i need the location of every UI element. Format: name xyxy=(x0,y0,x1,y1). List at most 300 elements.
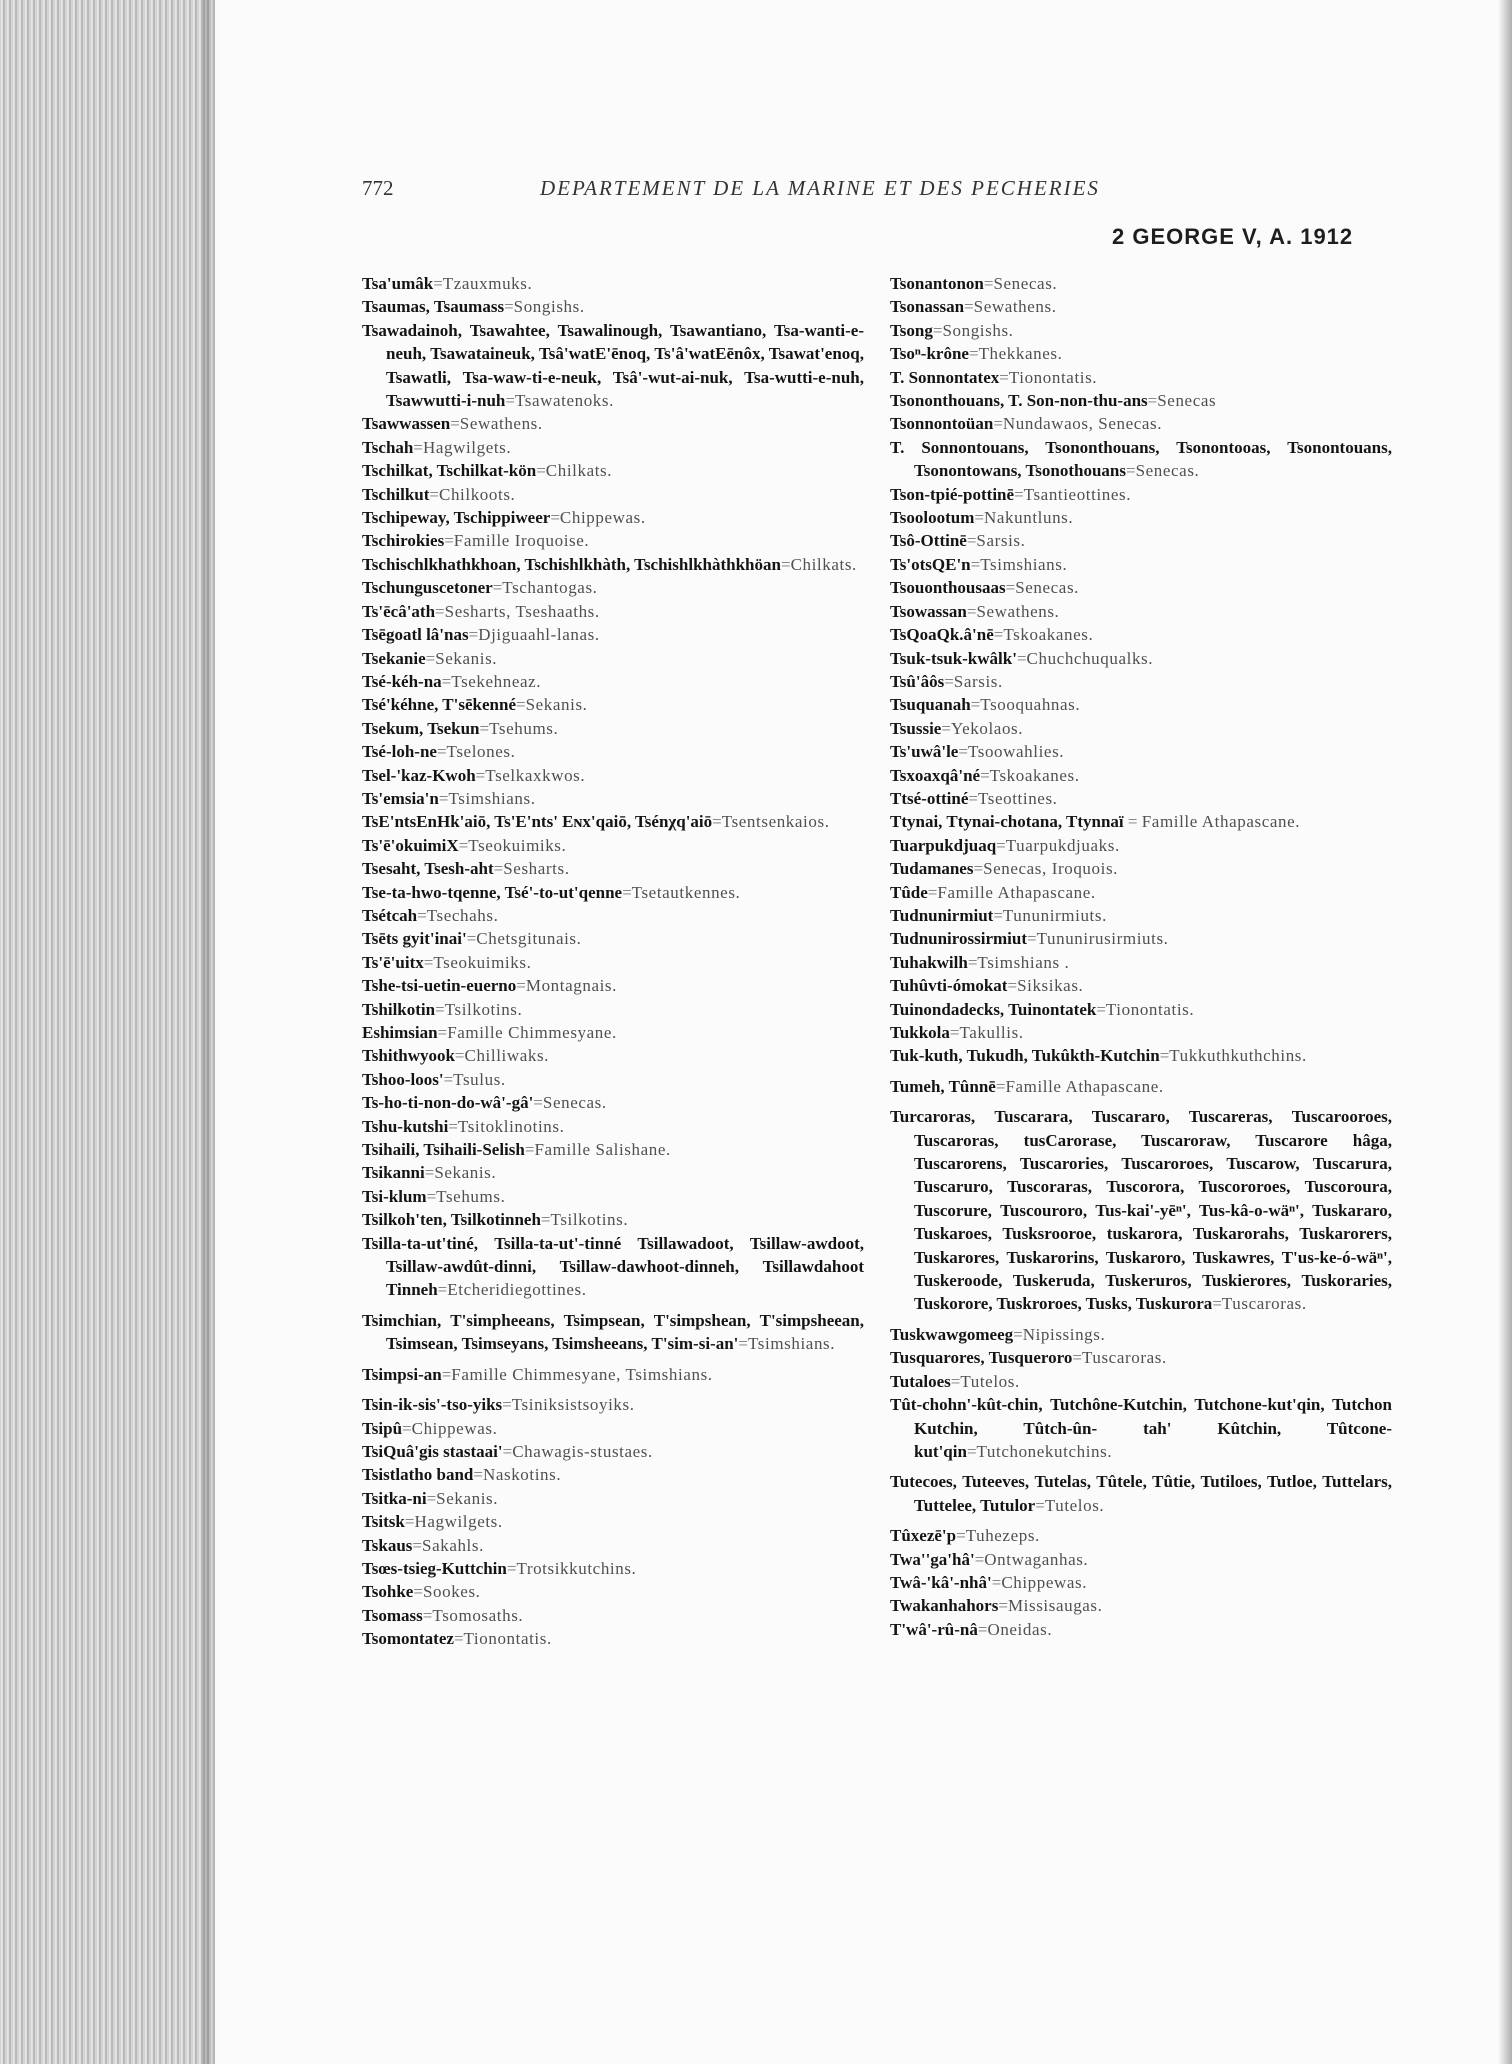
entry-target: Chippewas. xyxy=(1001,1572,1088,1592)
index-entry xyxy=(362,1487,864,1510)
entry-target: Ontwaganhas. xyxy=(984,1549,1089,1569)
entry-term: Tshu-kutshi xyxy=(362,1116,449,1136)
entry-target: Famille Athapascane. xyxy=(937,882,1096,902)
index-entry xyxy=(362,764,864,787)
entry-target: Sarsis. xyxy=(953,671,1003,691)
equals-sign: = xyxy=(413,437,423,457)
entry-target: Tuarpukdjuaks. xyxy=(1005,835,1120,855)
entry-term: Tsétcah xyxy=(362,905,418,925)
entry-term: Twâ-'kâ'-nhâ' xyxy=(890,1572,992,1592)
entry-term: Tsussie xyxy=(890,718,942,738)
entry-target: Sesharts. xyxy=(503,859,570,879)
equals-sign: = xyxy=(433,274,443,293)
equals-sign: = xyxy=(506,1558,517,1578)
entry-target: Tutchonekutchins. xyxy=(976,1441,1113,1461)
equals-sign: = xyxy=(504,297,514,317)
entry-target: Senecas. xyxy=(993,274,1058,293)
equals-sign: = xyxy=(450,414,460,434)
entry-target: Sakahls. xyxy=(422,1535,484,1555)
equals-sign: = xyxy=(453,1629,464,1649)
entry-target: Tsomosaths. xyxy=(432,1605,524,1625)
entry-target: Tsantieottines. xyxy=(1023,484,1132,504)
equals-sign: = xyxy=(441,1364,452,1384)
equals-sign: = xyxy=(1147,391,1158,411)
entry-term: Tschischlkhathkhoan, Tschishlkhàth, Tschishlkhàthkhöan xyxy=(362,554,781,574)
equals-sign: = xyxy=(958,742,968,762)
index-entry xyxy=(890,998,1392,1021)
equals-sign: = xyxy=(949,1023,960,1042)
equals-sign: = xyxy=(533,1093,543,1113)
index-entry xyxy=(890,974,1392,997)
equals-sign: = xyxy=(505,391,515,411)
index-entry xyxy=(362,600,864,623)
entry-target: Chuchchuqualks. xyxy=(1026,648,1154,668)
entry-term: Tsilla-ta-ut'tiné, Tsilla-ta-ut'-tinné Tsillawadoot, Tsillaw-awdoot, Tsillaw-awdût-dinni, Tsillaw-dawhoot-dinneh, Tsillawdahoot Tinneh xyxy=(362,1233,864,1300)
entry-target: Nipissings. xyxy=(1022,1324,1106,1344)
entry-target: Tionontatis. xyxy=(463,1629,552,1649)
entry-target: Takullis. xyxy=(959,1023,1024,1042)
index-entry xyxy=(890,1370,1392,1393)
entry-target: Missisaugas. xyxy=(1007,1596,1103,1616)
entry-term: TsiQuâ'gis stastaai' xyxy=(362,1441,503,1461)
entry-term: Twa''ga'hâ' xyxy=(890,1549,975,1569)
equals-sign: = xyxy=(516,976,526,996)
entry-term: Ts'otsQE'n xyxy=(890,554,971,574)
index-entry xyxy=(890,366,1392,389)
entry-target: Nakuntluns. xyxy=(984,508,1074,528)
equals-sign: = xyxy=(1013,1324,1023,1344)
equals-sign: = xyxy=(444,531,454,551)
entry-term: Tsistlatho band xyxy=(362,1465,474,1485)
index-entry xyxy=(890,1393,1392,1463)
equals-sign: = xyxy=(944,671,954,691)
index-entry xyxy=(362,506,864,529)
index-entry xyxy=(362,483,864,506)
entry-target: Djiguaahl-lanas. xyxy=(478,625,600,645)
equals-sign: = xyxy=(780,554,791,574)
entry-target: Famille Athapascane. xyxy=(1141,812,1301,832)
entry-target: Sekanis. xyxy=(525,695,588,715)
equals-sign: = xyxy=(412,1535,423,1555)
entry-target: Tsoowahlies. xyxy=(967,742,1065,762)
entry-term: Tsonassan xyxy=(890,297,965,317)
entry-term: Ts'ēcâ'ath xyxy=(362,601,436,621)
equals-sign: = xyxy=(967,952,978,972)
entry-term: Tsoolootum xyxy=(890,508,975,528)
equals-sign: = xyxy=(1212,1294,1222,1314)
index-entry xyxy=(890,506,1392,529)
entry-term: Tsēgoatl lâ'nas xyxy=(362,625,469,645)
year-tag: 2 GEORGE V, A. 1912 xyxy=(1112,224,1354,249)
index-entry xyxy=(890,600,1392,623)
entry-target: Tseokuimiks. xyxy=(433,952,532,972)
equals-sign: = xyxy=(973,859,984,879)
equals-sign: = xyxy=(1072,1348,1082,1368)
entry-term: Tschilkut xyxy=(362,484,430,504)
entry-term: Tutecoes, Tuteeves, Tutelas, Tûtele, Tûtie, Tutiloes, Tutloe, Tuttelars, Tuttelee, Tutulor xyxy=(890,1472,1392,1515)
equals-sign: = xyxy=(437,1023,448,1042)
entry-target: Chippewas. xyxy=(559,508,646,528)
entry-target: Chawagis-stustaes. xyxy=(512,1441,653,1461)
entry-term: TsQoaQk.â'nē xyxy=(890,625,994,645)
equals-sign: = xyxy=(502,1395,512,1415)
equals-sign: = xyxy=(404,1512,415,1532)
equals-sign: = xyxy=(437,1280,448,1300)
index-entry xyxy=(362,1091,864,1114)
entry-target: Chilkats. xyxy=(545,461,613,481)
entry-term: Tudnunirmiut xyxy=(890,905,994,925)
equals-sign: = xyxy=(991,1572,1002,1592)
index-entry xyxy=(890,764,1392,787)
equals-sign: = xyxy=(436,742,447,762)
entry-target: Tselones. xyxy=(446,742,516,762)
index-entry xyxy=(362,810,864,833)
entry-term: Tudamanes xyxy=(890,859,974,879)
entry-target: Tsekehneaz. xyxy=(451,671,542,691)
entry-term: Tsawwassen xyxy=(362,414,451,434)
entry-target: Senecas xyxy=(1157,391,1217,411)
equals-sign: = xyxy=(712,812,722,832)
equals-sign: = xyxy=(1123,812,1142,832)
entry-target: Sewathens. xyxy=(973,297,1057,317)
entry-target: Sesharts, Tseshaaths. xyxy=(444,601,600,621)
entry-target: Sekanis. xyxy=(435,648,498,668)
entry-target: Tschantogas. xyxy=(502,578,598,598)
equals-sign: = xyxy=(941,718,951,738)
index-entry xyxy=(362,951,864,974)
index-entry xyxy=(890,834,1392,857)
entry-term: Tshilkotin xyxy=(362,999,436,1019)
entry-target: Famille Chimmesyane, Tsimshians. xyxy=(451,1364,713,1384)
entry-term: Tsi-klum xyxy=(362,1186,427,1206)
entry-target: Tuscaroras. xyxy=(1221,1294,1307,1314)
index-entry xyxy=(362,1363,864,1386)
equals-sign: = xyxy=(964,297,974,317)
entry-term: Tsihaili, Tsihaili-Selish xyxy=(362,1140,525,1160)
entry-term: Ts'emsia'n xyxy=(362,788,439,808)
entry-target: Tzauxmuks. xyxy=(442,274,533,293)
entry-term: Ts'ē'uitx xyxy=(362,952,424,972)
entry-target: Tsehums. xyxy=(436,1186,506,1206)
entry-target: Tsulus. xyxy=(453,1069,506,1089)
left-column xyxy=(362,272,864,1651)
entry-target: Tuscaroras. xyxy=(1081,1348,1167,1368)
equals-sign: = xyxy=(493,859,504,879)
index-entry xyxy=(890,436,1392,483)
entry-target: Tsehums. xyxy=(489,718,559,738)
entry-term: Tsoⁿ-krône xyxy=(890,344,969,364)
index-entry xyxy=(362,295,864,318)
index-entry xyxy=(890,553,1392,576)
entry-term: Tuinondadecks, Tuinontatek xyxy=(890,999,1097,1019)
equals-sign: = xyxy=(454,1046,465,1066)
entry-target: Hagwilgets. xyxy=(414,1512,503,1532)
index-entry xyxy=(362,1185,864,1208)
index-entry xyxy=(362,1021,864,1044)
index-entry xyxy=(890,1470,1392,1517)
entry-target: Chilkoots. xyxy=(439,484,516,504)
equals-sign: = xyxy=(468,625,479,645)
index-entry xyxy=(890,529,1392,552)
index-entry xyxy=(362,623,864,646)
index-entry xyxy=(890,670,1392,693)
entry-term: Tse-ta-hwo-tqenne, Tsé'-to-ut'qenne xyxy=(362,882,623,902)
equals-sign: = xyxy=(473,1465,483,1485)
index-entry xyxy=(362,740,864,763)
entry-term: Tsekum, Tsekun xyxy=(362,718,480,738)
index-entry xyxy=(362,1463,864,1486)
right-column xyxy=(890,272,1392,1641)
entry-term: Tsuquanah xyxy=(890,695,971,715)
index-entry xyxy=(890,1105,1392,1316)
entry-target: Nundawaos, Senecas. xyxy=(1002,414,1163,434)
entry-term: Tûxezē'p xyxy=(890,1526,957,1546)
entry-target: Famille Athapascane. xyxy=(1005,1076,1164,1096)
index-entry xyxy=(890,483,1392,506)
equals-sign: = xyxy=(1014,484,1024,504)
entry-target: Tukkuthkuthchins. xyxy=(1169,1046,1307,1066)
equals-sign: = xyxy=(970,695,981,715)
equals-sign: = xyxy=(966,1441,977,1461)
entry-target: Senecas, Iroquois. xyxy=(983,859,1119,879)
entry-target: Sewathens. xyxy=(976,601,1060,621)
entry-target: Tskoakanes. xyxy=(1003,625,1094,645)
index-entry xyxy=(890,1594,1392,1617)
index-entry xyxy=(890,927,1392,950)
entry-term: Tût-chohn'-kût-chin, Tutchône-Kutchin, Tutchone-kut'qin, Tutchon Kutchin, Tûtch-ûn- tah' Kûtchin, Tûtcone-kut'qin xyxy=(890,1395,1392,1461)
entry-term: Tsēts gyit'inai' xyxy=(362,929,467,949)
entry-term: T. Sonnontatex xyxy=(890,367,1000,387)
equals-sign: = xyxy=(502,1441,513,1461)
index-entry xyxy=(362,1510,864,1533)
equals-sign: = xyxy=(413,1582,423,1602)
equals-sign: = xyxy=(448,1116,458,1136)
entry-term: Tshe-tsi-uetin-euerno xyxy=(362,976,517,996)
entry-term: Tsomass xyxy=(362,1605,423,1625)
entry-term: Tsé-loh-ne xyxy=(362,742,437,762)
entry-target: Tseottines. xyxy=(977,788,1058,808)
entry-term: Tsonnontoüan xyxy=(890,414,994,434)
entry-term: Tsitka-ni xyxy=(362,1488,427,1508)
equals-sign: = xyxy=(524,1140,535,1160)
index-entry xyxy=(362,717,864,740)
entry-target: Sekanis. xyxy=(436,1488,499,1508)
index-entry xyxy=(362,647,864,670)
index-entry xyxy=(362,319,864,413)
equals-sign: = xyxy=(550,508,560,528)
entry-target: Tsentsenkaios. xyxy=(721,812,830,832)
index-entry xyxy=(362,1393,864,1416)
index-entry xyxy=(362,1440,864,1463)
equals-sign: = xyxy=(977,1619,988,1639)
entry-target: Chippewas. xyxy=(411,1418,498,1438)
entry-target: Sekanis. xyxy=(434,1163,497,1183)
equals-sign: = xyxy=(443,1069,454,1089)
entry-term: Tsin-ik-sis'-tso-yiks xyxy=(362,1395,503,1415)
entry-term: Tsaumas, Tsaumass xyxy=(362,297,505,317)
equals-sign: = xyxy=(966,601,977,621)
equals-sign: = xyxy=(999,367,1009,387)
index-entry xyxy=(890,647,1392,670)
index-entry xyxy=(362,998,864,1021)
entry-term: Tsononthouans, T. Son-non-thu-ans xyxy=(890,391,1148,411)
entry-term: Tschilkat, Tschilkat-kön xyxy=(362,461,537,481)
entry-term: Tsimchian, T'simpheeans, Tsimpsean, T'simpshean, T'simpsheean, Tsimsean, Tsimseyans, Tsimsheeans, T'sim-si-an' xyxy=(362,1310,864,1354)
index-entry xyxy=(362,1534,864,1557)
entry-term: Tsipû xyxy=(362,1418,403,1438)
index-entry xyxy=(362,1138,864,1161)
entry-term: Ts'ē'okuimiX xyxy=(362,835,459,855)
equals-sign: = xyxy=(417,905,427,925)
entry-term: Tsouonthousaas xyxy=(890,578,1006,598)
entry-target: Sookes. xyxy=(422,1582,481,1602)
entry-term: Eshimsian xyxy=(362,1023,438,1042)
entry-term: Tschah xyxy=(362,437,414,457)
index-entry xyxy=(362,670,864,693)
equals-sign: = xyxy=(993,625,1004,645)
entry-target: Tsimshians . xyxy=(977,952,1070,972)
equals-sign: = xyxy=(1159,1046,1170,1066)
equals-sign: = xyxy=(516,695,526,715)
entry-term: Turcaroras, Tuscarara, Tuscararo, Tuscareras, Tuscarooroes, Tuscaroras, tusCarorase, Tuscaroraw, Tuscarore hâga, Tuscarorens, Tuscarories, Tuscaroroes, Tuscarow, Tuscarura, Tuscaruro, Tuscoraras, Tuscorora, Tuscororoes, Tuscoroura, Tuscorure, Tuscouroro, Tus-kai'-yēⁿ', Tus-kâ-o-wäⁿ', Tuskararo, Tuskaroes, Tusksrooroe, tuskarora, Tuskarorahs, Tuskarorers, Tuskarores, Tuskarorins, Tuskaroro, Tuskawres, T'us-ke-ó-wäⁿ', Tuskeroode, Tuskeruda, Tuskeruros, Tuskierores, Tuskoraries, Tuskorore, Tuskroroes, Tusks, Tuskurora xyxy=(890,1107,1392,1314)
entry-term: Tschunguscetoner xyxy=(362,578,493,598)
entry-target: Tununirmiuts. xyxy=(1002,905,1107,925)
equals-sign: = xyxy=(1007,976,1018,996)
entry-term: Tuarpukdjuaq xyxy=(890,835,997,855)
entry-target: Tsiniksistsoyiks. xyxy=(511,1395,635,1415)
index-entry xyxy=(362,787,864,810)
index-entry xyxy=(362,436,864,459)
entry-term: Tshithwyook xyxy=(362,1046,455,1066)
entry-target: Hagwilgets. xyxy=(422,437,512,457)
entry-term: T. Sonnontouans, Tsononthouans, Tsonontooas, Tsonontouans, Tsonontowans, Tsonothouans xyxy=(890,437,1392,481)
equals-sign: = xyxy=(995,1076,1006,1096)
index-entry xyxy=(362,1232,864,1302)
entry-term: Tsonantonon xyxy=(890,274,984,293)
entry-term: Tsû'âôs xyxy=(890,671,945,691)
equals-sign: = xyxy=(424,1163,435,1183)
index-entry xyxy=(890,319,1392,342)
entry-target: Sewathens. xyxy=(459,414,543,434)
equals-sign: = xyxy=(980,765,990,785)
equals-sign: = xyxy=(479,718,490,738)
index-entry xyxy=(890,693,1392,716)
index-entry xyxy=(890,740,1392,763)
entry-term: Tsuk-tsuk-kwâlk' xyxy=(890,648,1017,668)
entry-target: Montagnais. xyxy=(525,976,617,996)
entry-term: Tsô-Ottinē xyxy=(890,531,967,551)
index-entry xyxy=(890,576,1392,599)
entry-target: Tseokuimiks. xyxy=(468,835,567,855)
index-entry xyxy=(362,576,864,599)
entry-term: Twakanhahors xyxy=(890,1596,999,1616)
index-entry xyxy=(362,693,864,716)
index-entry xyxy=(362,881,864,904)
page-number: 772 xyxy=(362,176,394,200)
index-entry xyxy=(890,951,1392,974)
index-entry xyxy=(890,1346,1392,1369)
entry-target: Trotsikkutchins. xyxy=(516,1558,637,1578)
entry-term: Tsilkoh'ten, Tsilkotinneh xyxy=(362,1210,541,1230)
equals-sign: = xyxy=(622,882,632,902)
equals-sign: = xyxy=(441,671,452,691)
index-entry xyxy=(362,1580,864,1603)
entry-target: Chilkats. xyxy=(790,554,857,574)
index-entry xyxy=(890,1571,1392,1594)
equals-sign: = xyxy=(983,274,994,293)
index-entry xyxy=(362,1309,864,1356)
entry-target: Tionontatis. xyxy=(1105,999,1195,1019)
entry-term: Tutaloes xyxy=(890,1371,951,1391)
index-entry xyxy=(362,1417,864,1440)
entry-target: Sarsis. xyxy=(976,531,1026,551)
entry-term: Tskaus xyxy=(362,1535,413,1555)
entry-term: Tûde xyxy=(890,882,928,902)
entry-term: Tudnunirossirmiut xyxy=(890,929,1028,949)
entry-term: Ts'uwâ'le xyxy=(890,742,959,762)
entry-term: Tsœs-tsieg-Kuttchin xyxy=(362,1558,507,1578)
index-entry xyxy=(362,412,864,435)
index-entry xyxy=(890,623,1392,646)
equals-sign: = xyxy=(492,578,503,598)
entry-term: Tuhakwilh xyxy=(890,952,968,972)
equals-sign: = xyxy=(1027,929,1037,949)
entry-target: Senecas. xyxy=(1135,461,1200,481)
book-page-edges xyxy=(0,0,215,2064)
entry-term: Tukkola xyxy=(890,1023,950,1042)
entry-target: Tselkaxkwos. xyxy=(485,765,586,785)
equals-sign: = xyxy=(1035,1495,1045,1515)
index-entry xyxy=(890,1548,1392,1571)
index-entry xyxy=(890,1323,1392,1346)
index-entry xyxy=(362,1044,864,1067)
entry-term: Tsong xyxy=(890,320,933,340)
index-entry xyxy=(362,1161,864,1184)
index-entry xyxy=(890,857,1392,880)
equals-sign: = xyxy=(927,882,938,902)
entry-target: Tsooquahnas. xyxy=(980,695,1081,715)
equals-sign: = xyxy=(425,648,436,668)
entry-term: Tsekanie xyxy=(362,648,426,668)
equals-sign: = xyxy=(475,765,486,785)
index-entry xyxy=(890,881,1392,904)
index-entry xyxy=(890,295,1392,318)
index-entry xyxy=(362,529,864,552)
entry-target: Songishs. xyxy=(513,297,585,317)
equals-sign: = xyxy=(974,1549,985,1569)
index-entry xyxy=(362,1115,864,1138)
index-entry xyxy=(890,1021,1392,1044)
entry-target: Thekkanes. xyxy=(978,344,1063,364)
index-entry xyxy=(890,1524,1392,1547)
index-entry xyxy=(890,389,1392,412)
entry-target: Naskotins. xyxy=(482,1465,562,1485)
index-entry xyxy=(890,272,1392,295)
entry-target: Tsimshians. xyxy=(980,554,1068,574)
equals-sign: = xyxy=(426,1186,437,1206)
entry-target: Senecas. xyxy=(542,1093,607,1113)
equals-sign: = xyxy=(968,788,978,808)
index-entry xyxy=(890,810,1392,833)
equals-sign: = xyxy=(738,1334,748,1354)
index-entry xyxy=(362,459,864,482)
equals-sign: = xyxy=(435,999,445,1019)
index-entry xyxy=(362,1068,864,1091)
index-entry xyxy=(890,342,1392,365)
equals-sign: = xyxy=(423,952,434,972)
entry-term: Tsel-'kaz-Kwoh xyxy=(362,765,476,785)
equals-sign: = xyxy=(974,508,984,528)
